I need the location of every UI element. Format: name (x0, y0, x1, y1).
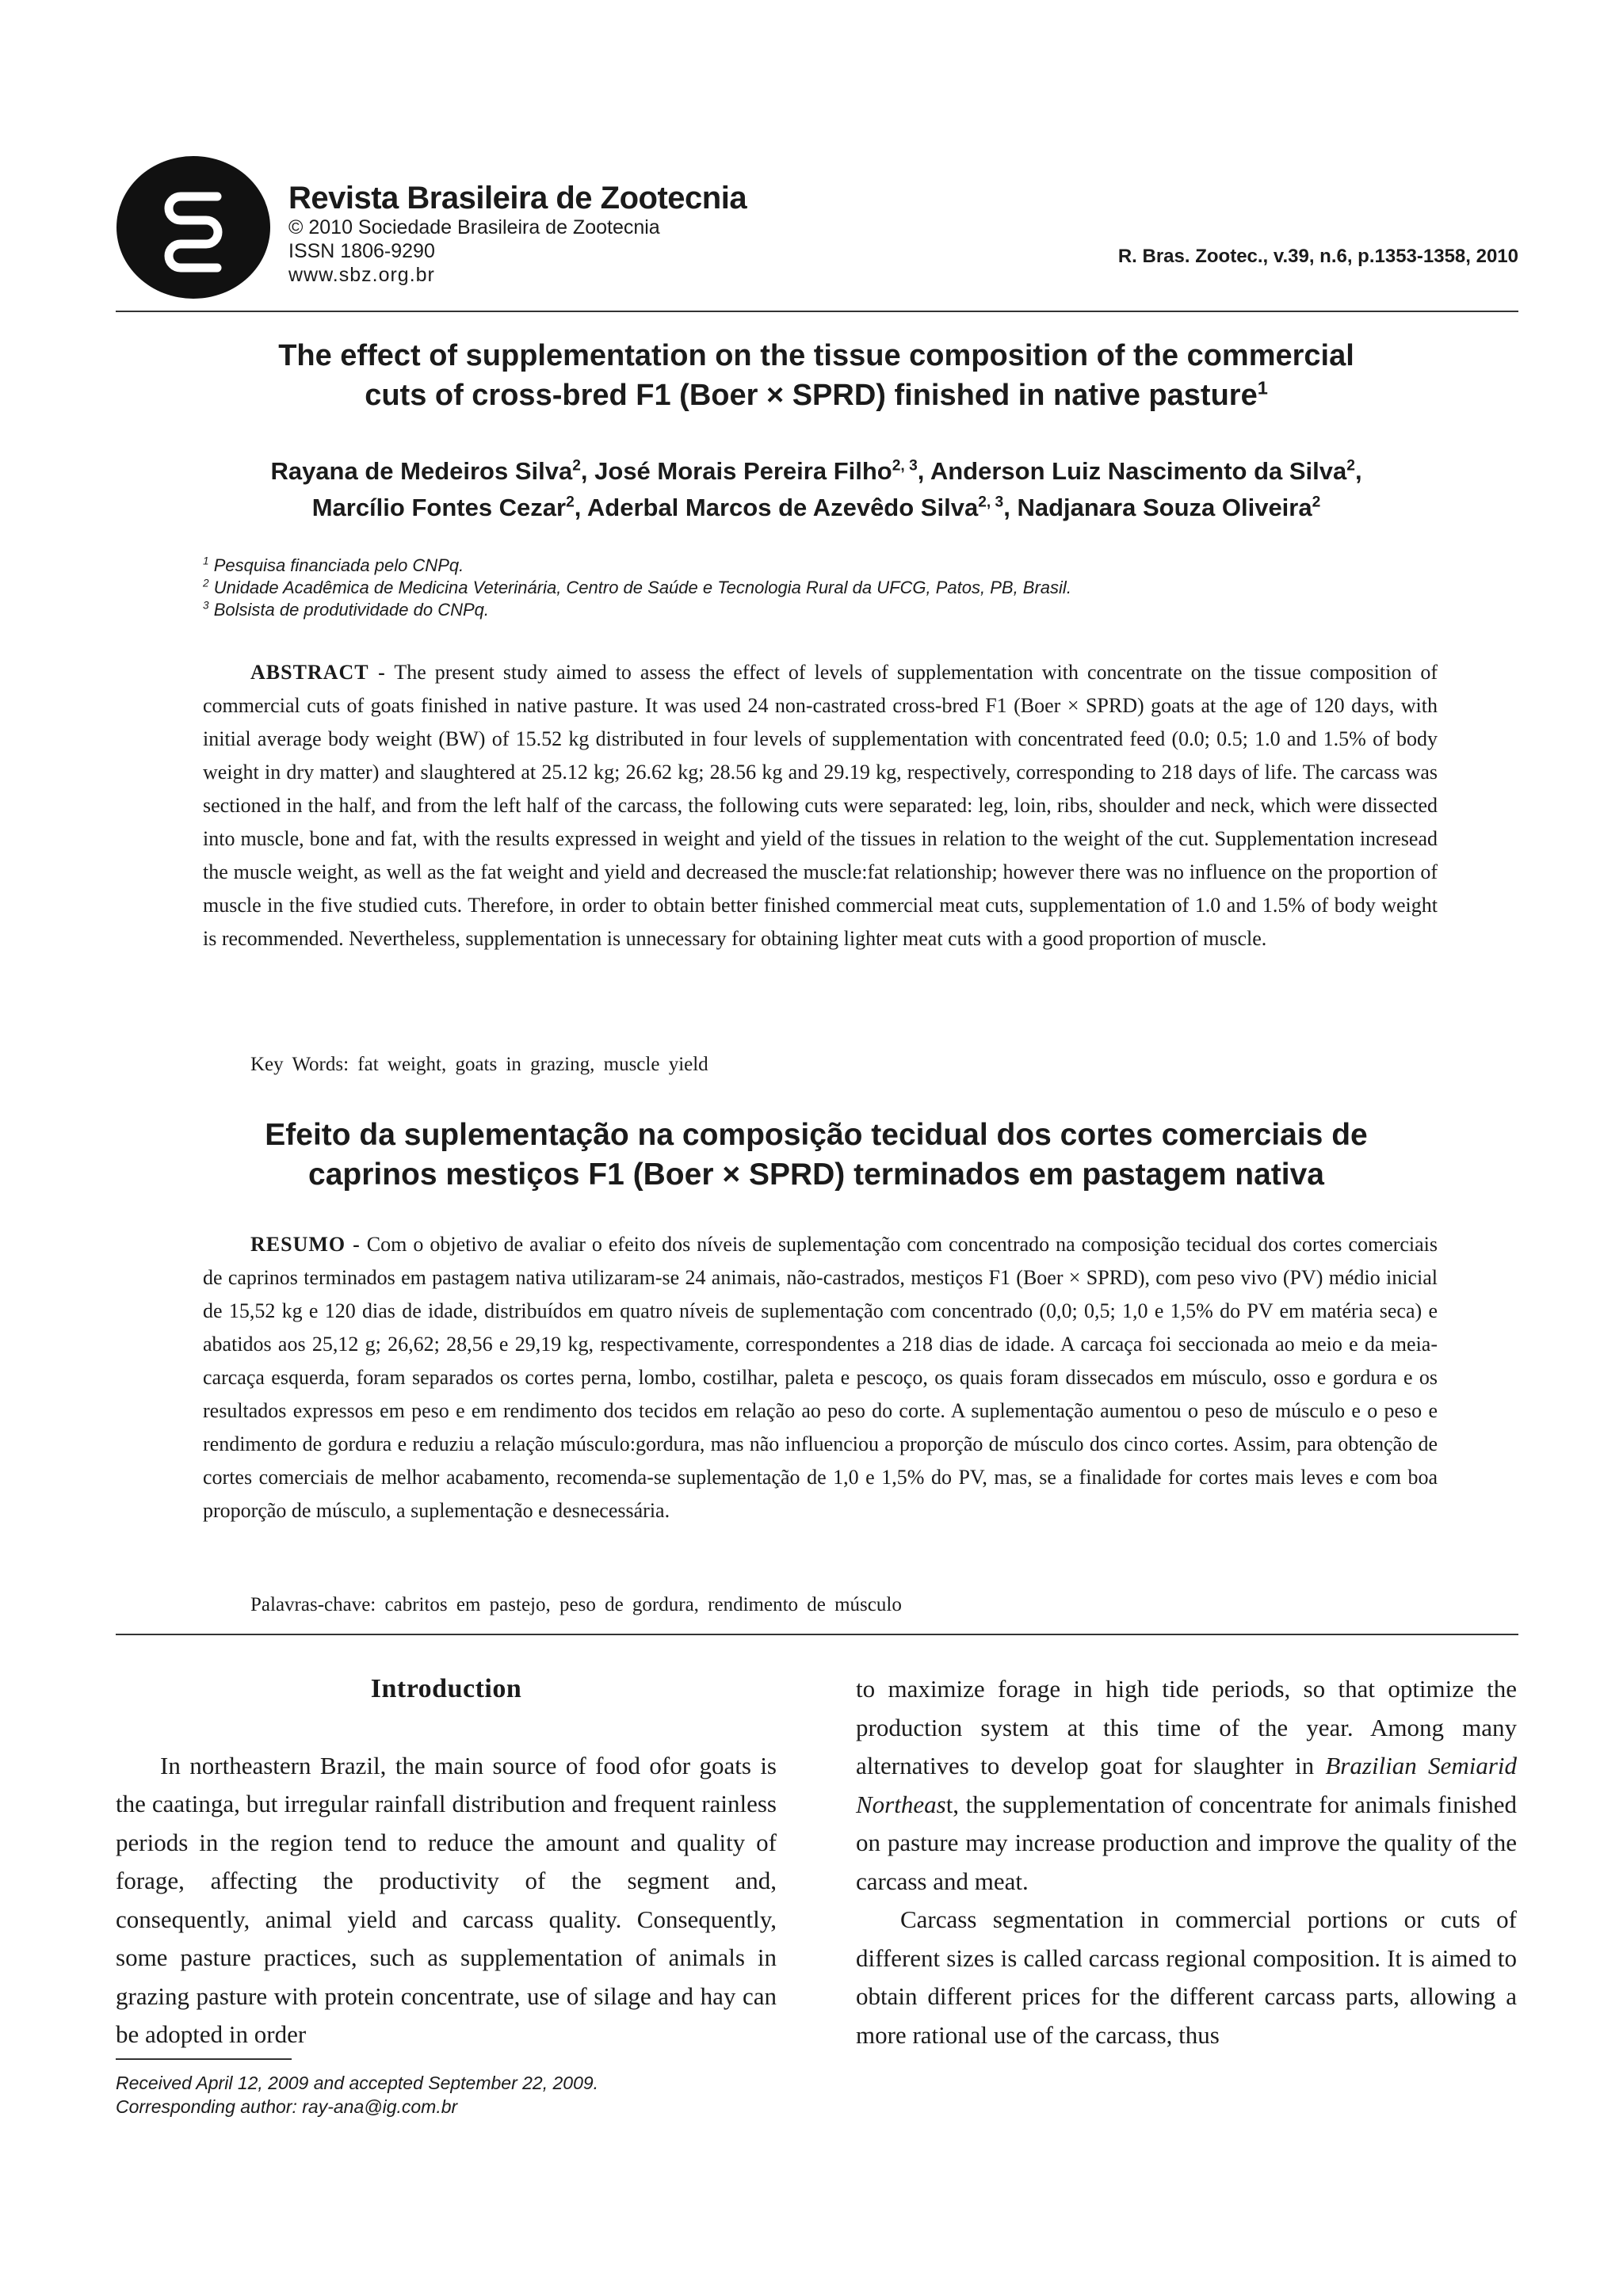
author-separator: , (1003, 494, 1018, 521)
author-list (127, 453, 1506, 526)
resumo (203, 1228, 1438, 1527)
journal-info (288, 181, 747, 287)
affiliation-mark: 3 (203, 599, 209, 612)
citation: R. Bras. Zootec., v.39, n.6, p.1353-1358, 2010 (1117, 246, 1518, 267)
italic-term: Brazilian Semiarid Northeas (856, 1752, 1517, 1818)
resumo-title-line-2: caprinos mestiços F1 (Boer × SPRD) terminados em pastagem nativa (308, 1158, 1324, 1192)
resumo-label: RESUMO - (250, 1233, 361, 1256)
author-affiliation-mark: 2, 3 (978, 494, 1004, 511)
author-name: Marcílio Fontes Cezar (311, 494, 567, 521)
author-separator: , (1354, 457, 1362, 485)
corresponding-author: Corresponding author: ray-ana@ig.com.br (116, 2096, 458, 2117)
paper-title (127, 336, 1506, 415)
received-note: Received April 12, 2009 and accepted September 22, 2009. (116, 2073, 599, 2093)
affiliation-text: Pesquisa financiada pelo CNPq. (208, 555, 464, 575)
abstract-label: ABSTRACT - (250, 661, 386, 684)
resumo-title-line-1: Efeito da suplementação na composição tecidual dos cortes comerciais de (265, 1118, 1368, 1152)
author-separator: , (580, 457, 595, 485)
author-line-1 (127, 453, 1506, 490)
author-separator: , (917, 457, 930, 485)
affiliation-note (203, 599, 1071, 621)
palavras-chave: Palavras-chave: cabritos em pastejo, peso de gordura, rendimento de músculo (250, 1594, 902, 1615)
issn-line: ISSN 1806-9290 (288, 240, 435, 262)
journal-logo (116, 155, 271, 299)
author-affiliation-mark: 2, 3 (892, 457, 918, 475)
author-affiliation-mark: 2 (1346, 457, 1355, 475)
header-rule (116, 311, 1518, 312)
author-affiliation-mark: 2 (572, 457, 581, 475)
author-name: Aderbal Marcos de Azevêdo Silva (586, 494, 979, 521)
text-run: t, the supplementation of concentrate for animals finished on pasture may increase production and improve the quality of the carcass and meat. (856, 1790, 1517, 1895)
affiliation-note (203, 577, 1071, 599)
body-column-left (116, 1670, 777, 2054)
author-line-2 (127, 490, 1506, 526)
affiliation-mark: 2 (203, 577, 209, 589)
text-run: to maximize forage in high tide periods, so that optimize the production system at this time of the year. Among many alternatives to develop goat for slaughter in (856, 1675, 1517, 1779)
author-name: Nadjanara Souza Oliveira (1017, 494, 1312, 521)
title-footnote-mark: 1 (1257, 377, 1268, 399)
body-column-right (856, 1670, 1517, 2054)
footnotes (116, 2071, 598, 2119)
affiliation-text: Bolsista de produtividade do CNPq. (208, 600, 490, 620)
keywords: Key Words: fat weight, goats in grazing, muscle yield (250, 1054, 708, 1075)
affiliation-mark: 1 (203, 555, 209, 567)
footnote-rule (116, 2058, 292, 2060)
journal-name: Revista Brasileira de Zootecnia (288, 181, 747, 215)
intro-paragraph-continued (856, 1670, 1517, 1901)
section-rule (116, 1634, 1518, 1635)
abstract-text: The present study aimed to assess the effect of levels of supplementation with concentrate on the tissue composition of commercial cuts of goats finished in native pasture. It was used 24 non-castrated cross-bred F1 (Boer × SPRD) goats at the age of 120 days, with initial average body weight (BW) of 15.52 kg distributed in four levels of supplementation with concentrated feed (0.0; 0.5; 1.0 and 1.5% of body weight in dry matter) and slaughtered at 25.12 kg; 26.62 kg; 28.56 kg and 29.19 kg, respectively, corresponding to 218 days of life. The carcass was sectioned in the half, and from the left half of the carcass, the following cuts were separated: leg, loin, ribs, shoulder and neck, which were dissected into muscle, bone and fat, with the results expressed in weight and yield of the tissues in relation to the weight of the cut. Supplementation incresead the muscle weight, as well as the fat weight and yield and decreased the muscle:fat relationship; however there was no influence on the proportion of muscle in the five studied cuts. Therefore, in order to obtain better finished commercial meat cuts, supplementation of 1.0 and 1.5% of body weight is recommended. Nevertheless, supplementation is unnecessary for obtaining lighter meat cuts with a good proportion of muscle. (203, 661, 1438, 950)
author-name: José Morais Pereira Filho (594, 457, 892, 485)
author-name: Rayana de Medeiros Silva (270, 457, 573, 485)
resumo-text: Com o objetivo de avaliar o efeito dos níveis de suplementação com concentrado na composição tecidual dos cortes comerciais de caprinos terminados em pastagem nativa utilizaram-se 24 animais, não-castrados, mestiços F1 (Boer × SPRD), com peso vivo (PV) médio inicial de 15,52 kg e 120 dias de idade, distribuídos em quatro níveis de suplementação com concentrado (0,0; 0,5; 1,0 e 1,5% do PV em matéria seca) e abatidos aos 25,12 g; 26,62; 28,56 e 29,19 kg, respectivamente, correspondentes a 218 dias de idade. A carcaça foi seccionada ao meio e da meia-carcaça esquerda, foram separados os cortes perna, lombo, costilhar, paleta e pescoço, os quais foram dissecados em músculo, osso e gordura e os resultados expressos em peso e em rendimento dos tecidos em relação ao peso do corte. A suplementação aumentou o peso de músculo e o peso e rendimento de gordura e reduziu a relação músculo:gordura, mas não influenciou a proporção de músculo dos cinco cortes. Assim, para obtenção de cortes comerciais de melhor acabamento, recomenda-se suplementação de 1,0 e 1,5% do PV, mas, se a finalidade for cortes mais leves e com boa proporção de músculo, a suplementação e desnecessária. (203, 1233, 1438, 1522)
introduction-heading: Introduction (370, 1674, 522, 1703)
author-affiliation-mark: 2 (566, 494, 575, 511)
title-line-2: cuts of cross-bred F1 (Boer × SPRD) finished in native pasture (365, 379, 1258, 412)
intro-paragraph: Carcass segmentation in commercial portions or cuts of different sizes is called carcass regional composition. It is aimed to obtain different prices for the different carcass parts, allowing a more rational use of the carcass, thus (856, 1905, 1517, 2049)
author-name: Anderson Luiz Nascimento da Silva (930, 457, 1347, 485)
title-line-1: The effect of supplementation on the tissue composition of the commercial (278, 339, 1354, 372)
website-link[interactable]: www.sbz.org.br (288, 264, 435, 286)
copyright-line: © 2010 Sociedade Brasileira de Zootecnia (288, 216, 660, 238)
abstract (203, 656, 1438, 955)
affiliation-notes (203, 555, 1071, 621)
author-affiliation-mark: 2 (1312, 494, 1321, 511)
author-separator: , (574, 494, 587, 521)
affiliation-text: Unidade Acadêmica de Medicina Veterinária, Centro de Saúde e Tecnologia Rural da UFCG, Patos, PB, Brasil. (208, 578, 1071, 597)
affiliation-note (203, 555, 1071, 577)
intro-paragraph: In northeastern Brazil, the main source of food ofor goats is the caatinga, but irregular rainfall distribution and frequent rainless periods in the region tend to reduce the amount and quality of forage, affecting the productivity of the segment and, consequently, animal yield and carcass quality. Consequently, some pasture practices, such as supplementation of animals in grazing pasture with protein concentrate, use of silage and hay can be adopted in order (116, 1751, 777, 2048)
resumo-title (127, 1116, 1506, 1195)
